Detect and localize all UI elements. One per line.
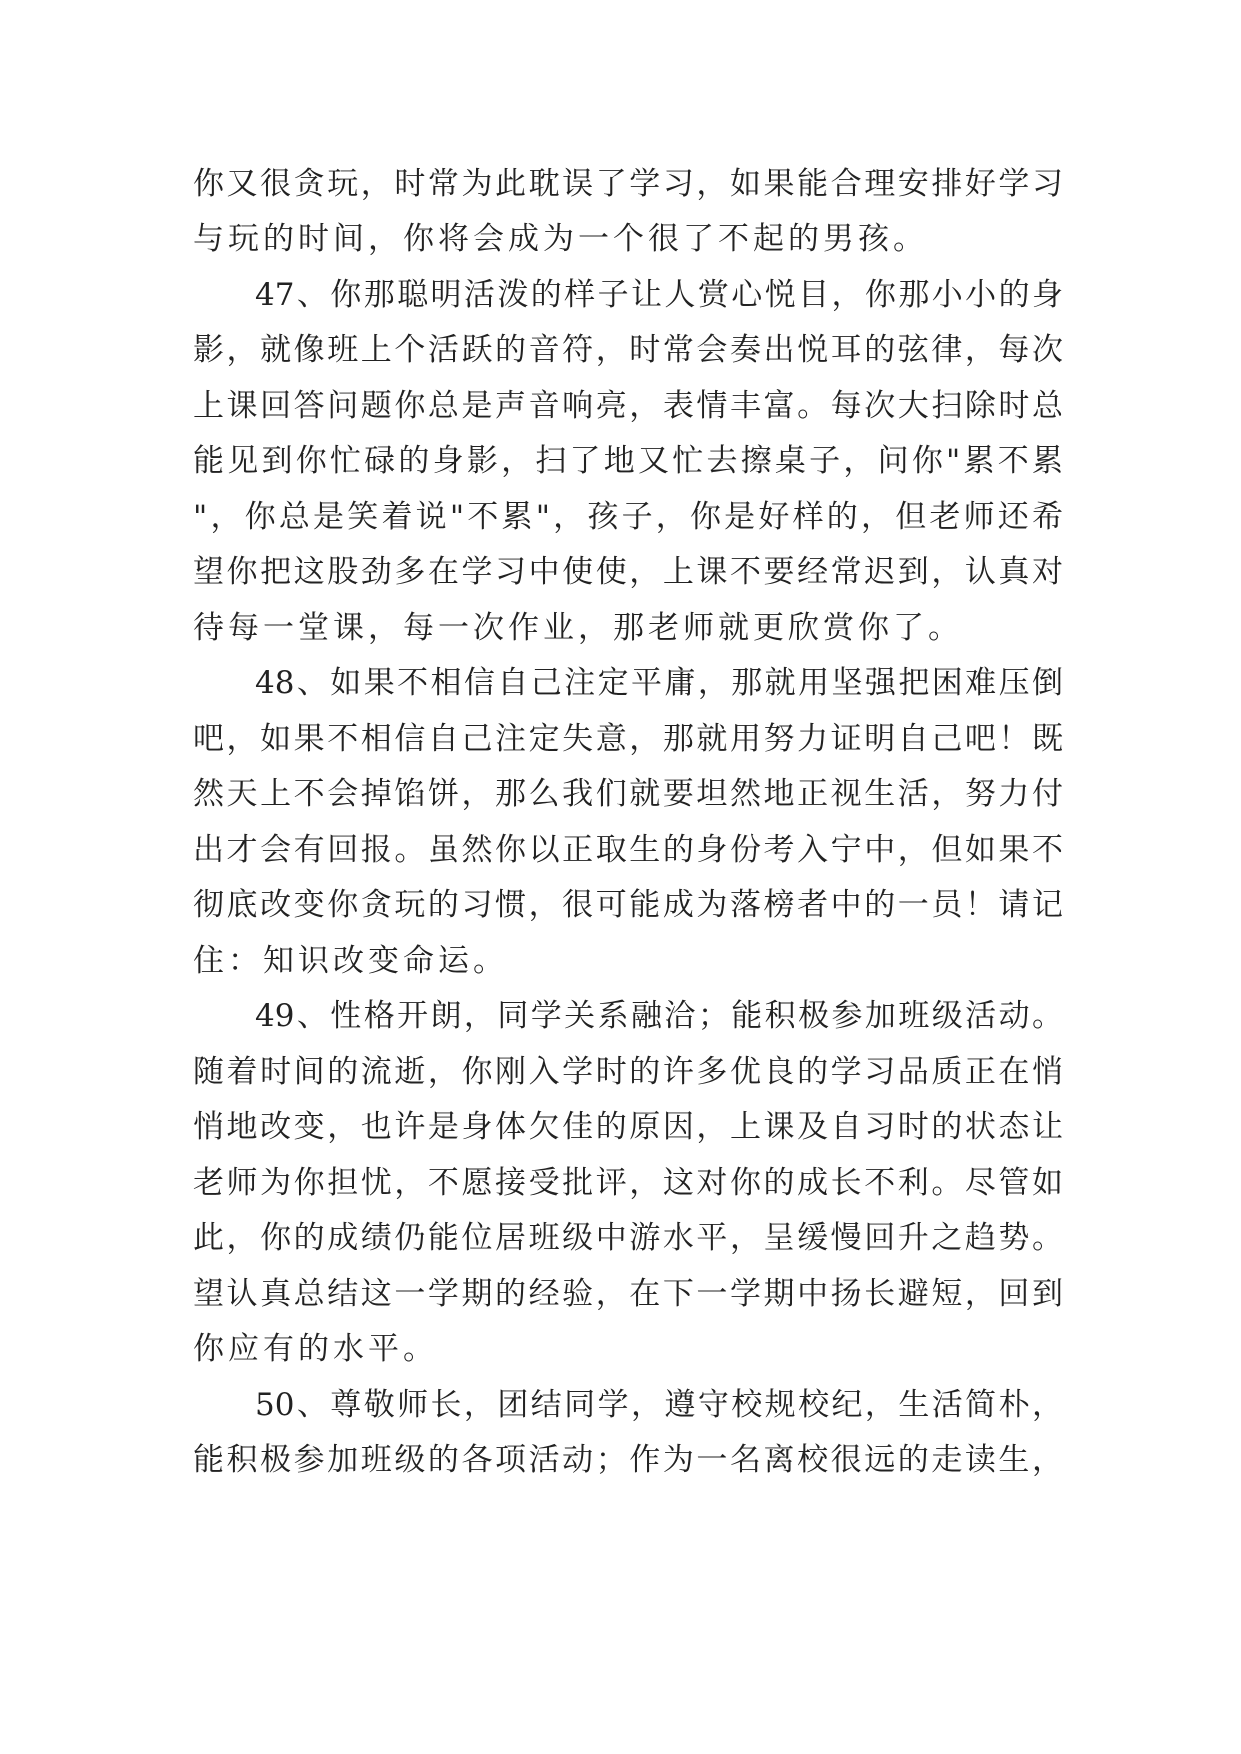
text-line: 老师为你担忧，不愿接受批评，这对你的成长不利。尽管如 bbox=[193, 1165, 1063, 1201]
text-line: 出才会有回报。虽然你以正取生的身份考入宁中，但如果不 bbox=[193, 832, 1063, 868]
text-line: 此，你的成绩仍能位居班级中游水平，呈缓慢回升之趋势。 bbox=[193, 1220, 1063, 1256]
text-line: 吧，如果不相信自己注定失意，那就用努力证明自己吧！既 bbox=[193, 721, 1063, 757]
text-line: 望你把这股劲多在学习中使使，上课不要经常迟到，认真对 bbox=[193, 554, 1063, 590]
text-line: 能积极参加班级的各项活动；作为一名离校很远的走读生， bbox=[193, 1442, 1063, 1478]
text-line: 随着时间的流逝，你刚入学时的许多优良的学习品质正在悄 bbox=[193, 1054, 1063, 1090]
text-line: 然天上不会掉馅饼，那么我们就要坦然地正视生活，努力付 bbox=[193, 776, 1063, 812]
text-line: 与玩的时间，你将会成为一个很了不起的男孩。 bbox=[193, 221, 928, 257]
text-line: 影，就像班上个活跃的音符，时常会奏出悦耳的弦律，每次 bbox=[193, 332, 1063, 368]
text-line: 49、性格开朗，同学关系融洽；能积极参加班级活动。 bbox=[255, 998, 1063, 1034]
text-line: "，你总是笑着说"不累"，孩子，你是好样的，但老师还希 bbox=[193, 499, 1063, 535]
text-line: 住：知识改变命运。 bbox=[193, 943, 508, 979]
text-line: 能见到你忙碌的身影，扫了地又忙去擦桌子，问你"累不累 bbox=[193, 443, 1063, 479]
text-line: 彻底改变你贪玩的习惯，很可能成为落榜者中的一员！请记 bbox=[193, 887, 1063, 923]
text-line: 望认真总结这一学期的经验，在下一学期中扬长避短，回到 bbox=[193, 1276, 1063, 1312]
text-line: 上课回答问题你总是声音响亮，表情丰富。每次大扫除时总 bbox=[193, 388, 1063, 424]
text-line: 47、你那聪明活泼的样子让人赏心悦目，你那小小的身 bbox=[255, 277, 1063, 313]
text-line: 你应有的水平。 bbox=[193, 1331, 438, 1367]
text-line: 48、如果不相信自己注定平庸，那就用坚强把困难压倒 bbox=[255, 665, 1063, 701]
text-line: 待每一堂课，每一次作业，那老师就更欣赏你了。 bbox=[193, 610, 963, 646]
text-line: 50、尊敬师长，团结同学，遵守校规校纪，生活简朴， bbox=[255, 1387, 1063, 1423]
text-line: 悄地改变，也许是身体欠佳的原因，上课及自习时的状态让 bbox=[193, 1109, 1063, 1145]
text-line: 你又很贪玩，时常为此耽误了学习，如果能合理安排好学习 bbox=[193, 166, 1063, 202]
